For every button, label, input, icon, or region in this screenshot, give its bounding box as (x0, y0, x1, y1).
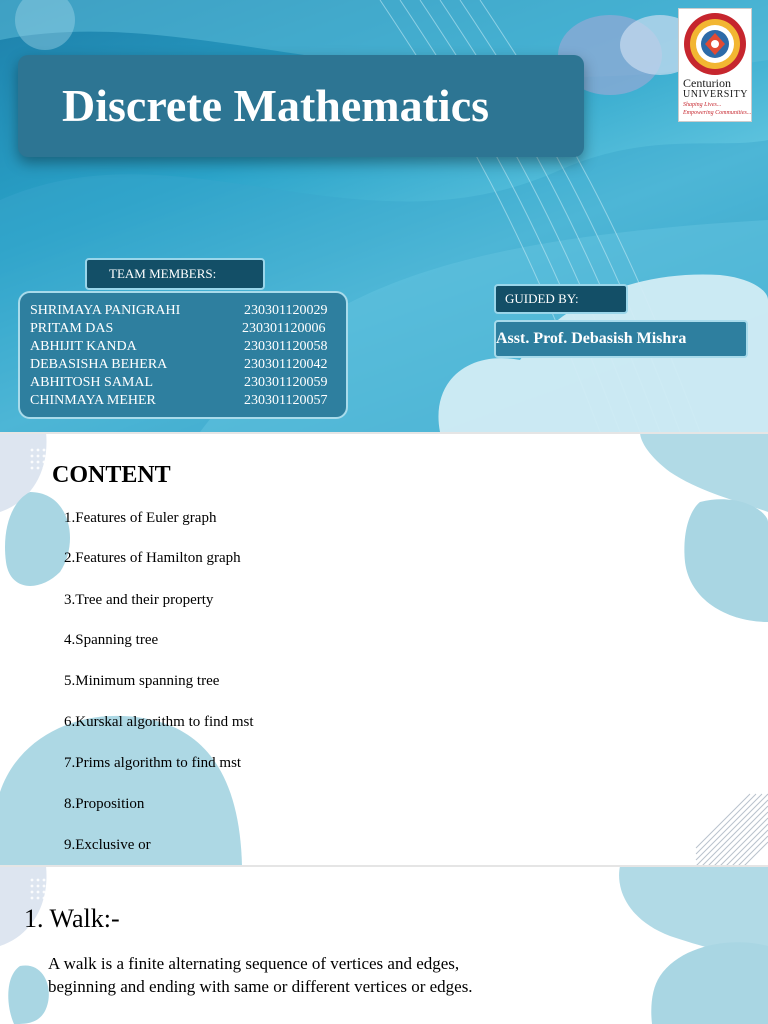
list-item: 3.Tree and their property (64, 592, 214, 608)
content-slide (0, 432, 768, 866)
logo-tagline-2: Empowering Communities... (683, 110, 752, 116)
member-id: 230301120059 (244, 375, 328, 390)
slide-divider (0, 865, 768, 867)
list-item: 4.Spanning tree (64, 632, 159, 648)
member-name: PRITAM DAS (30, 321, 114, 336)
guide-box (494, 320, 748, 358)
member-id: 230301120042 (244, 357, 328, 372)
list-item: 5.Minimum spanning tree (64, 673, 220, 689)
member-row (30, 393, 340, 411)
member-row (30, 375, 340, 393)
member-name: SHRIMAYA PANIGRAHI (30, 303, 181, 318)
member-row (30, 339, 340, 357)
team-members-label: TEAM MEMBERS: (109, 266, 217, 281)
university-logo (678, 8, 752, 122)
guided-by-label-box (494, 284, 628, 314)
list-item: 7.Prims algorithm to find mst (64, 755, 242, 771)
walk-slide (0, 866, 768, 1024)
seal-icon (679, 11, 751, 77)
member-name: ABHITOSH SAMAL (30, 375, 154, 390)
list-item: 9.Exclusive or (64, 837, 151, 853)
member-row (30, 321, 340, 339)
walk-heading: 1. Walk:- (24, 904, 120, 933)
team-members-box (18, 291, 348, 419)
list-item: 2.Features of Hamilton graph (64, 550, 241, 566)
guide-name: Asst. Prof. Debasish Mishra (496, 330, 687, 347)
title-box (18, 55, 584, 157)
guided-by-label: GUIDED BY: (505, 291, 579, 306)
member-name: CHINMAYA MEHER (30, 393, 156, 408)
logo-name-top: Centurion (683, 76, 731, 90)
content-heading: CONTENT (52, 462, 171, 488)
slide-divider (0, 432, 768, 434)
member-row (30, 357, 340, 375)
member-name: DEBASISHA BEHERA (30, 357, 168, 372)
logo-name-bottom: UNIVERSITY (683, 89, 748, 100)
walk-definition: A walk is a finite alternating sequence of vertices and edges, beginning and ending with same or different vertices or edges. (48, 954, 473, 996)
background-blobs (0, 866, 768, 1024)
slide-title: Discrete Mathematics (62, 80, 490, 131)
member-id: 230301120006 (242, 321, 326, 336)
logo-tagline-1: Shaping Lives... (683, 102, 722, 108)
list-item: 6.Kurskal algorithm to find mst (64, 714, 254, 730)
list-item: 1.Features of Euler graph (64, 510, 217, 526)
team-members-label-box (85, 258, 265, 290)
list-item: 8.Proposition (64, 796, 145, 812)
member-name: ABHIJIT KANDA (30, 339, 137, 354)
member-id: 230301120058 (244, 339, 328, 354)
member-row (30, 303, 340, 321)
member-id: 230301120029 (244, 303, 328, 318)
title-slide (0, 0, 768, 432)
member-id: 230301120057 (244, 393, 328, 408)
